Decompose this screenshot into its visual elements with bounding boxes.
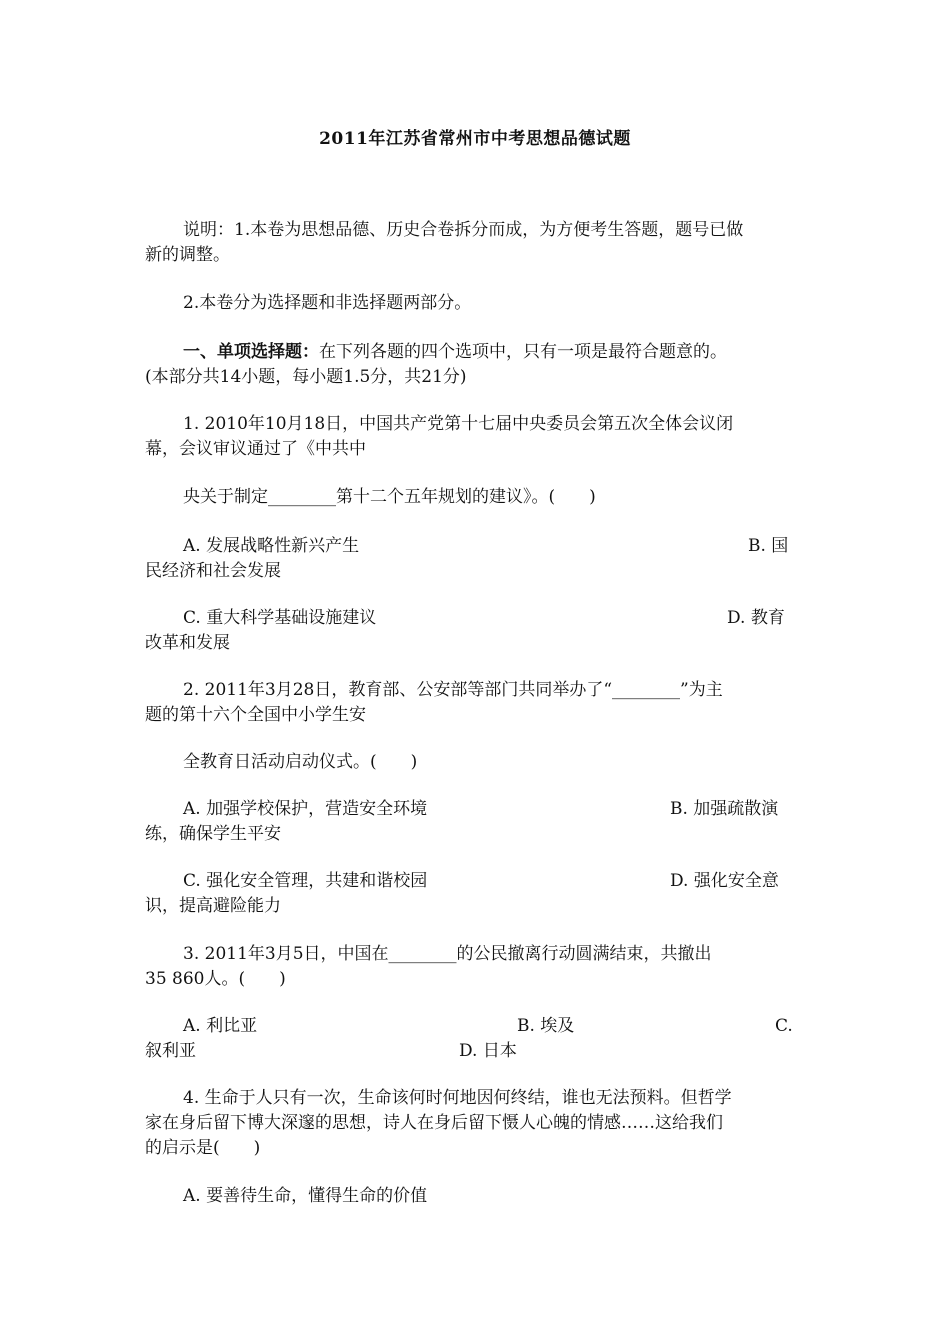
q3-option-d: D. 日本 bbox=[459, 1041, 517, 1061]
q2-option-c: C. 强化安全管理，共建和谐校园 bbox=[183, 871, 428, 891]
q1-option-c: C. 重大科学基础设施建议 bbox=[183, 608, 377, 628]
q2-stem-line-2: 题的第十六个全国中小学生安 bbox=[145, 705, 366, 725]
note-1-line-1: 说明：1.本卷为思想品德、历史合卷拆分而成，为方便考生答题，题号已做 bbox=[183, 220, 744, 240]
exam-page bbox=[145, 0, 805, 1344]
q1-option-b: B. 国 bbox=[748, 536, 789, 556]
q2-option-d: D. 强化安全意 bbox=[670, 871, 779, 891]
q2-stem-line-1: 2. 2011年3月28日，教育部、公安部等部门共同举办了“________”为主 bbox=[183, 680, 723, 700]
q1-stem-line-3: 央关于制定________第十二个五年规划的建议》。( ) bbox=[183, 487, 596, 507]
q2-option-b-continued: 练，确保学生平安 bbox=[145, 824, 281, 844]
q3-option-b: B. 埃及 bbox=[517, 1016, 575, 1036]
q1-stem-line-2: 幕，会议审议通过了《中共中 bbox=[145, 439, 366, 459]
section-1-heading-line bbox=[145, 340, 805, 365]
q2-stem-line-3: 全教育日活动启动仪式。( ) bbox=[183, 752, 418, 772]
q2-option-b: B. 加强疏散演 bbox=[670, 799, 779, 819]
q4-option-a: A. 要善待生命，懂得生命的价值 bbox=[183, 1186, 428, 1206]
exam-title: 2011年江苏省常州市中考思想品德试题 bbox=[319, 129, 631, 149]
q3-option-c-continued: 叙利亚 bbox=[145, 1041, 196, 1061]
note-1-line-2: 新的调整。 bbox=[145, 245, 230, 265]
q1-option-a: A. 发展战略性新兴产生 bbox=[183, 536, 360, 556]
q2-option-d-continued: 识，提高避险能力 bbox=[145, 896, 281, 916]
q3-option-c: C. bbox=[775, 1016, 793, 1036]
q3-stem-line-1: 3. 2011年3月5日，中国在________的公民撤离行动圆满结束，共撤出 bbox=[183, 944, 712, 964]
q1-stem-line-1: 1. 2010年10月18日，中国共产党第十七届中央委员会第五次全体会议闭 bbox=[183, 414, 734, 434]
q1-option-d-continued: 改革和发展 bbox=[145, 633, 230, 653]
section-1-heading: 一、单项选择题： bbox=[183, 342, 319, 362]
note-2: 2.本卷分为选择题和非选择题两部分。 bbox=[183, 293, 472, 313]
q1-option-d: D. 教育 bbox=[727, 608, 785, 628]
q4-stem-line-1: 4. 生命于人只有一次，生命该何时何地因何终结，谁也无法预料。但哲学 bbox=[183, 1088, 732, 1108]
q2-option-a: A. 加强学校保护，营造安全环境 bbox=[183, 799, 428, 819]
section-1-description: 在下列各题的四个选项中，只有一项是最符合题意的。 bbox=[319, 342, 727, 362]
section-1-scoring: (本部分共14小题，每小题1.5分，共21分) bbox=[145, 367, 467, 387]
q4-stem-line-2: 家在身后留下博大深邃的思想，诗人在身后留下慑人心魄的情感……这给我们 bbox=[145, 1113, 723, 1133]
q1-option-b-continued: 民经济和社会发展 bbox=[145, 561, 281, 581]
q3-option-a: A. 利比亚 bbox=[183, 1016, 258, 1036]
q3-stem-line-2: 35 860人。( ) bbox=[145, 969, 286, 989]
q4-stem-line-3: 的启示是( ) bbox=[145, 1138, 261, 1158]
